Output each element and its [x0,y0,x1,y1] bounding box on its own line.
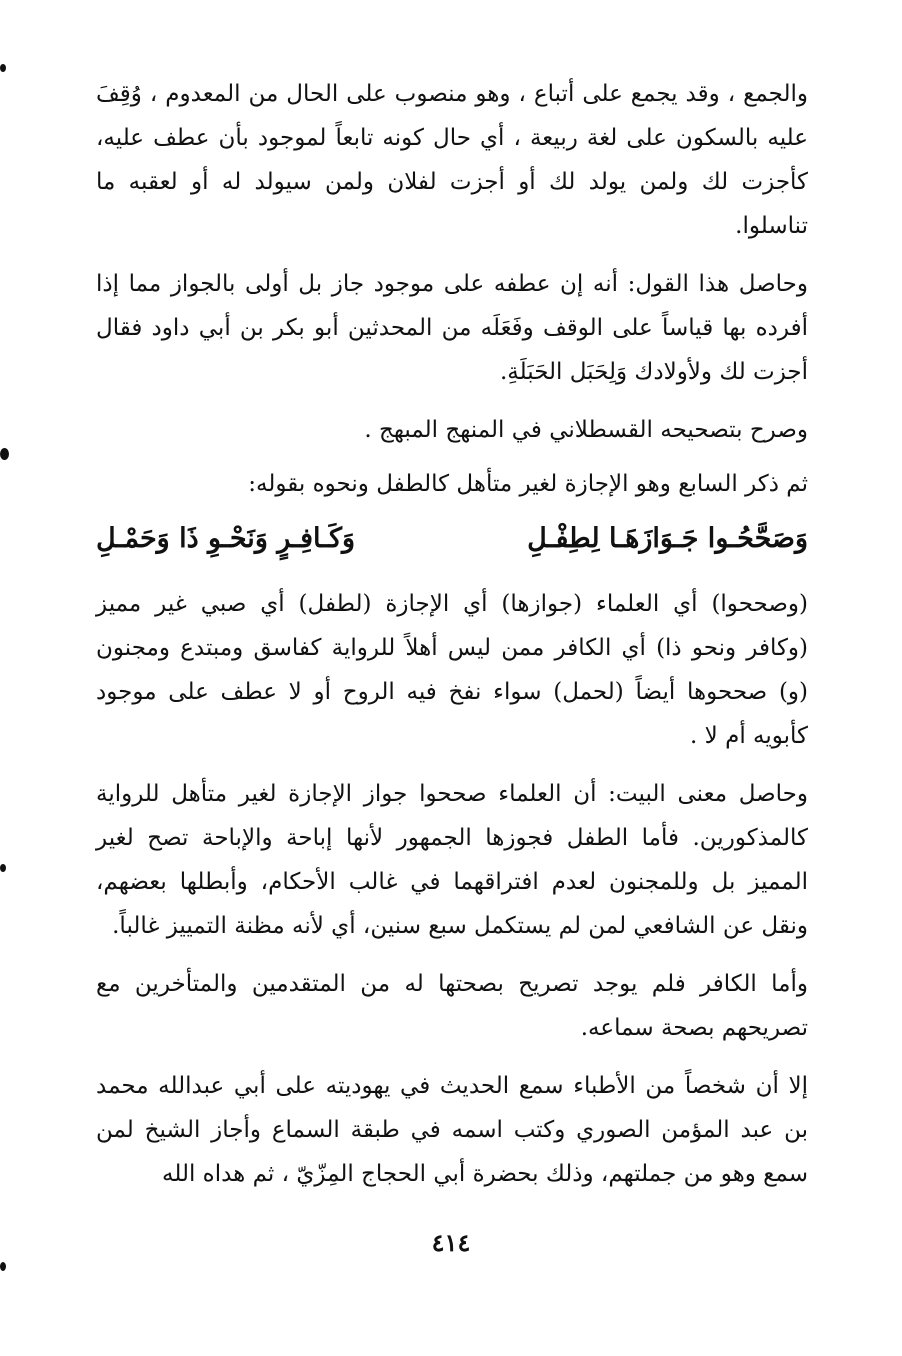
margin-mark [0,864,6,872]
commentary-paragraph: وأما الكافر فلم يوجد تصريح بصحتها له من المتقدمين والمتأخرين مع تصريحهم بصحة سماعه. [96,971,808,1041]
page-text [96,72,808,1210]
page-number: ٤١٤ [431,1228,471,1257]
commentary-paragraph: إلا أن شخصاً من الأطباء سمع الحديث في يهوديته على أبي عبدالله محمد بن عبد المؤمن الصوري وكتب اسمه في طبقة السماع وأجاز الشيخ لمن سمع وهو من جملتهم، وذلك بحضرة أبي الحجاج المِزّيّ ، ثم هداه الله [96,1073,808,1187]
margin-mark [0,64,6,72]
commentary-paragraph: (وصححوا) أي العلماء (جوازها) أي الإجازة (لطفل) أي صبي غير مميز (وكافر ونحو ذا) أي الكافر ممن ليس أهلاً للرواية كفاسق ومبتدع ومجنون (و) صححوها أيضاً (لحمل) سواء نفخ فيه الروح أو لا عطف على موجود كأبويه أم لا . [96,591,808,749]
verse-second-hemistich: وَكَـافِـرٍ وَنَحْـوِ ذَا وَحَمْـلِ [96,523,356,554]
margin-mark [0,1262,6,1271]
paragraph: والجمع ، وقد يجمع على أتباع ، وهو منصوب على الحال من المعدوم ، وُقِفَ عليه بالسكون على لغة ربيعة ، أي حال كونه تابعاً لموجود بأن عطف عليه، كأجزت لك ولمن يولد لك أو أجزت لفلان ولمن سيولد له أو لعقبه ما تناسلوا. [96,81,808,239]
poem-verse [96,516,808,562]
commentary-paragraph: وحاصل معنى البيت: أن العلماء صححوا جواز الإجازة لغير متأهل للرواية كالمذكورين. فأما الطفل فجوزها الجمهور لأنها إباحة والإباحة تصح لغير المميز بل وللمجنون لعدم افتراقهما في غالب الأحكام، وأبطلها بعضهم، ونقل عن الشافعي لمن لم يستكمل سبع سنين، أي لأنه مظنة التمييز غالباً. [96,781,808,939]
margin-mark [0,448,9,460]
paragraph: ثم ذكر السابع وهو الإجازة لغير متأهل كالطفل ونحوه بقوله: [248,471,808,497]
verse-first-hemistich: وَصَحَّحُـوا جَـوَازَهَـا لِطِفْـلِ [527,523,808,554]
paragraph: وصرح بتصحيحه القسطلاني في المنهج المبهج . [364,417,808,443]
paragraph: وحاصل هذا القول: أنه إن عطفه على موجود جاز بل أولى بالجواز مما إذا أفرده بها قياساً على الوقف وفَعَلَه من المحدثين أبو بكر بن أبي داود فقال أجزت لك ولأولادك وَلِحَبَل الحَبَلَةِ. [96,271,808,385]
